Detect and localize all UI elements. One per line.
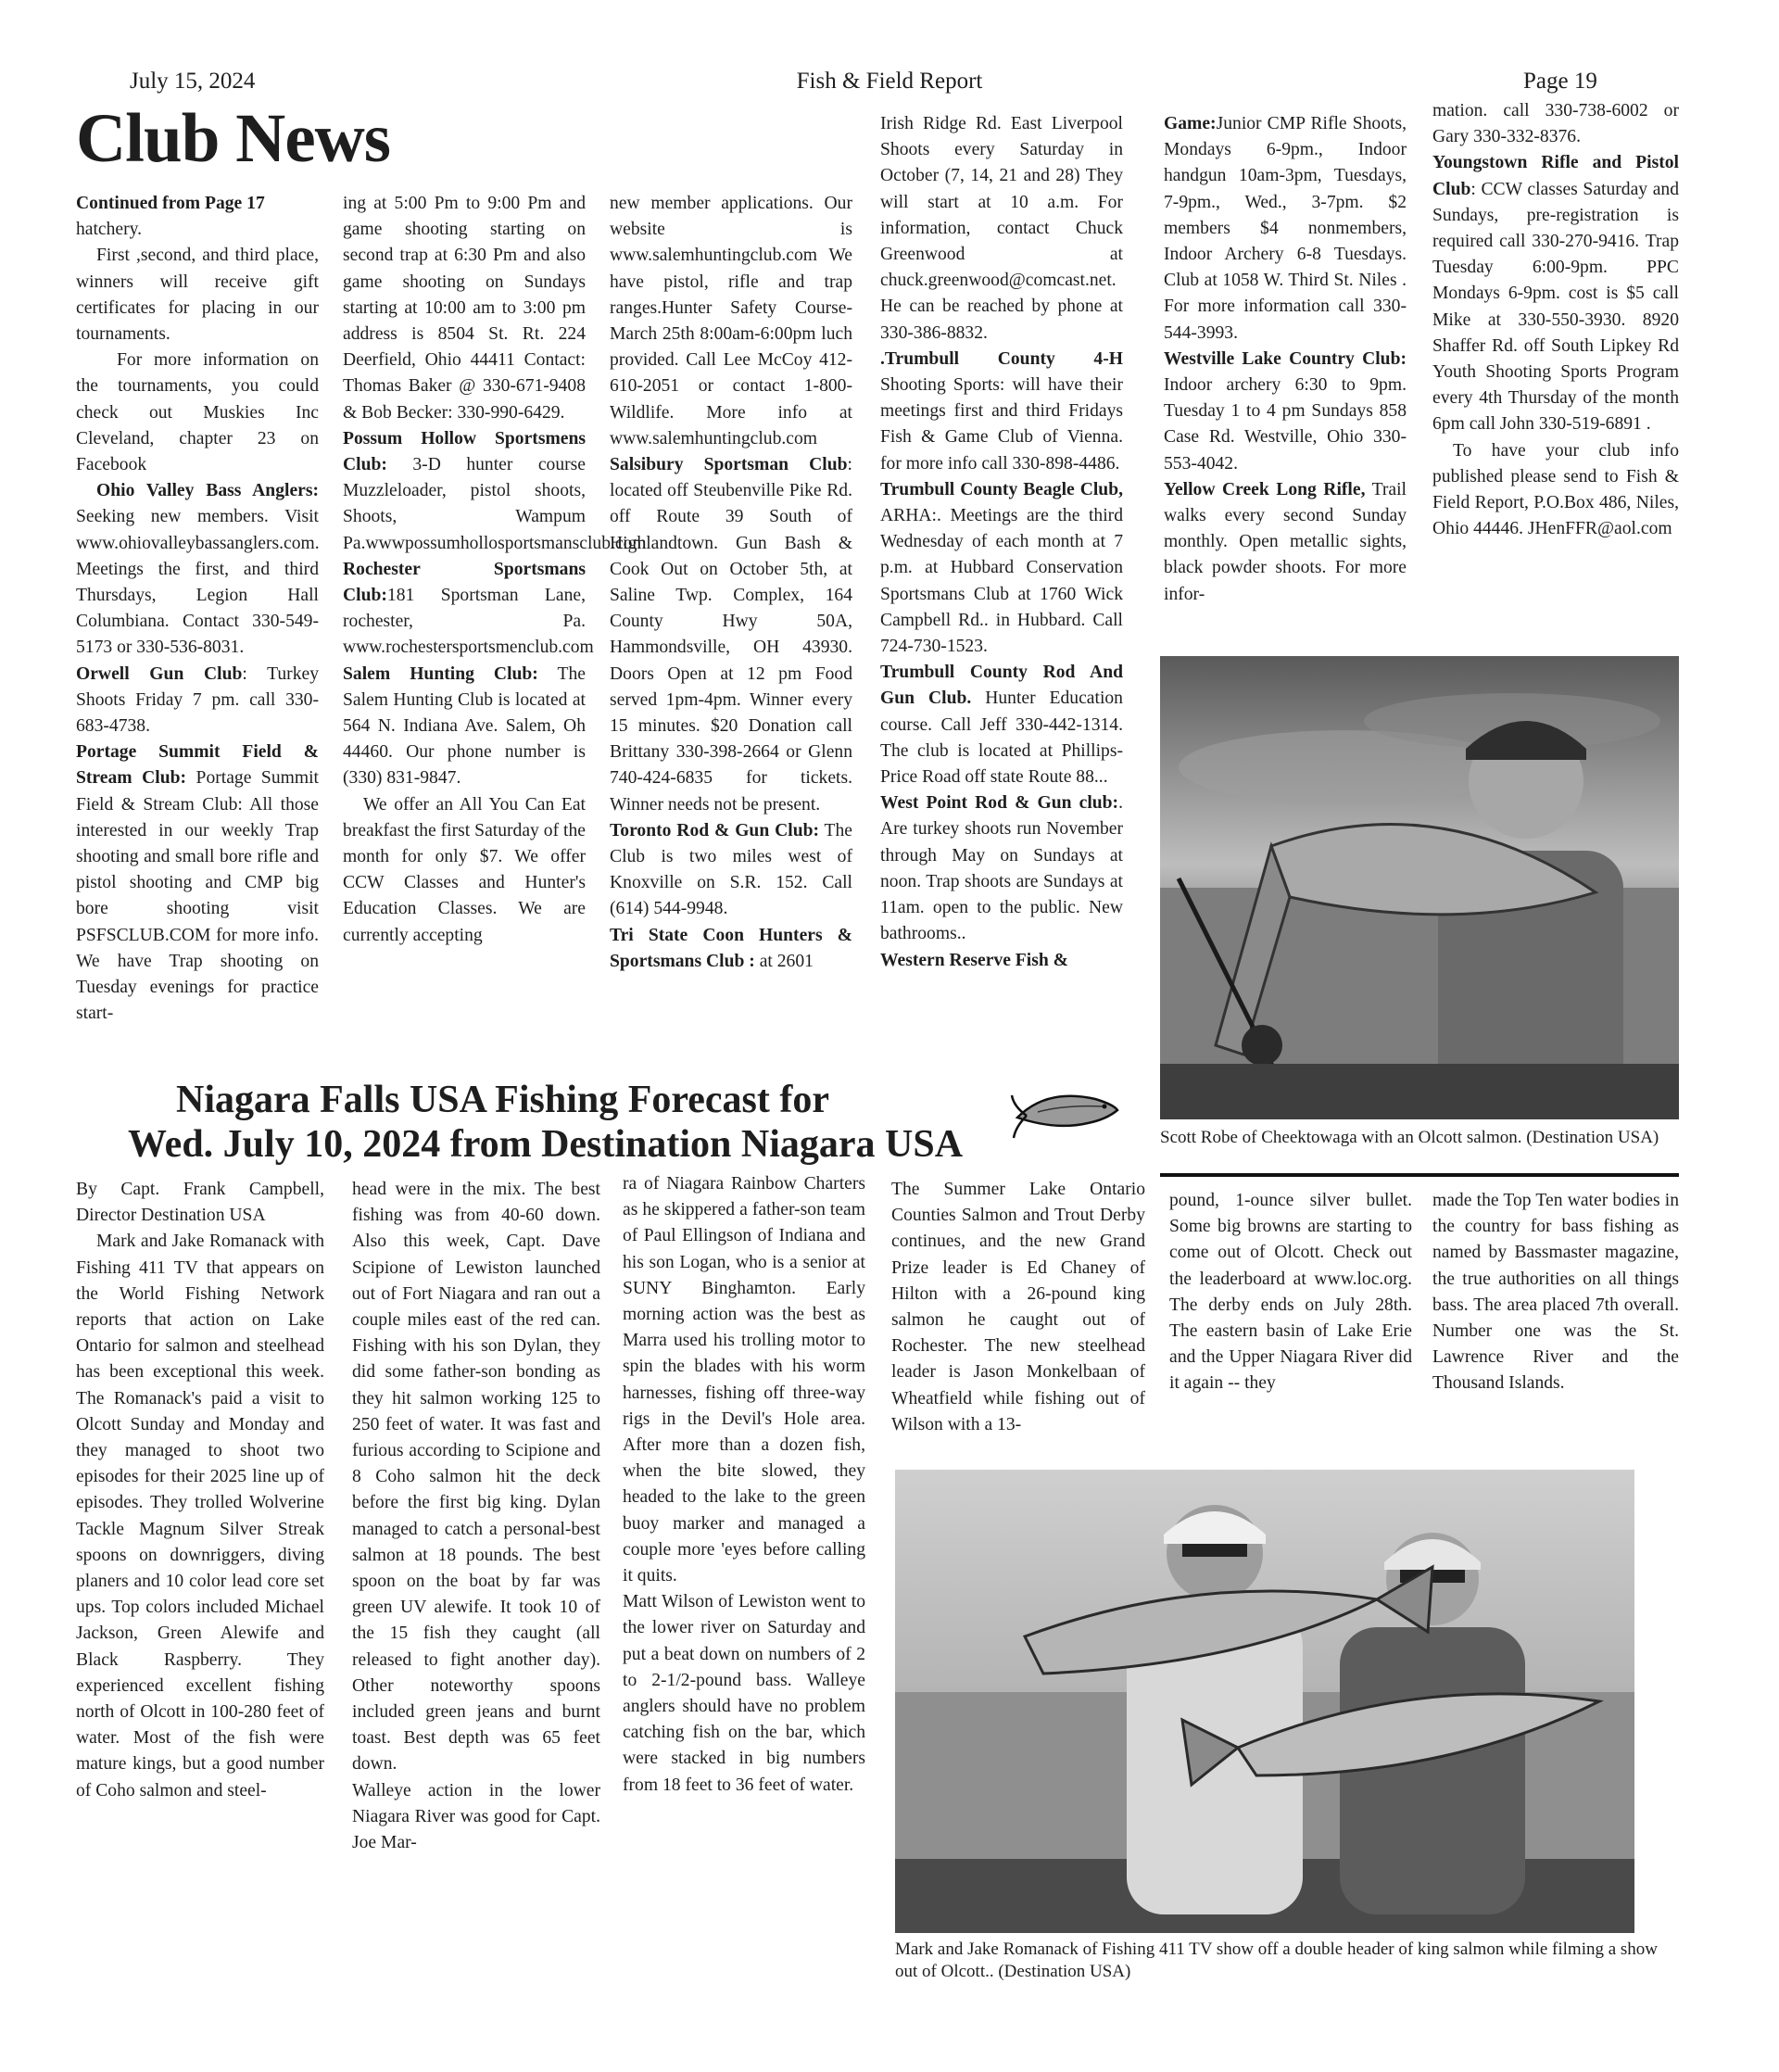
club-name: Toronto Rod & Gun Club:: [610, 820, 820, 840]
section-divider: [1160, 1173, 1679, 1177]
club-news-column-2: [343, 191, 647, 949]
photo-caption: Mark and Jake Romanack of Fishing 411 TV show off a double header of king salmon while filming a show out of Olcott.. (Destination USA): [895, 1939, 1659, 1981]
forecast-headline-line2: Wed. July 10, 2024 from Destination Niagara USA: [128, 1123, 964, 1166]
club-text: . Are turkey shoots run November through May on Sundays at noon. Trap shoots are Sundays at 11am. open to the public. New bathrooms..: [880, 793, 1123, 944]
paragraph: For more information on the tournaments, you could check out Muskies Inc Cleveland, chapter 23 on Facebook: [76, 350, 319, 475]
club-news-column-3: [610, 191, 852, 975]
club-name: Youngstown Rifle and Pistol Club: [1432, 153, 1679, 199]
paragraph: To have your club info published please send to Fish & Field Report, P.O.Box 486, Niles, Ohio 44446. JHenFFR@aol.com: [1432, 440, 1679, 539]
king-salmon-double-header-photo: [895, 1470, 1634, 1933]
paragraph: hatchery.: [76, 220, 143, 240]
club-news-column-1: [76, 191, 319, 1028]
paragraph: The Summer Lake Ontario Counties Salmon and Trout Derby continues, and the new Grand Prize leader is Ed Chaney of Hilton with a 26-pound king salmon he caught out of Rochester. The new steelhead leader is Jason Monkelbaan of Wheatfield while fishing out of Wilson with a 13-: [891, 1180, 1145, 1434]
club-text: Shooting Sports: will have their meetings first and third Fridays Fish & Game Club of Vienna. for more info call 330-898-4486.: [880, 375, 1123, 474]
forecast-column-6: [1432, 1188, 1679, 1397]
paragraph: We offer an All You Can Eat breakfast the first Saturday of the month for only $7. We offer CCW Classes and Hunter's Education Classes. We are currently accepting: [343, 794, 586, 945]
paragraph: Irish Ridge Rd. East Liverpool Shoots every Saturday in October (7, 14, 21 and 28) They will start at 10 a.m. For information, contact Chuck Greenwood at chuck.greenwood@comcast.net. He can be reached by phone at 330-386-8832.: [880, 114, 1123, 343]
paragraph: made the Top Ten water bodies in the country for bass fishing as named by Bassmaster magazine, the true authorities on all things bass. The area placed 7th overall. Number one was the St. Lawrence River and the Thousand Islands.: [1432, 1191, 1679, 1394]
club-text: : CCW classes Saturday and Sundays, pre-registration is required call 330-270-9416. Trap Tuesday 6:00-9pm. PPC Mondays 6-9pm. cost is $5 call Mike at 330-550-3930. 8920 Shaffer Rd. off South Lipkey Rd Youth Shooting Sports Program every 4th Thursday of the month 6pm call John 330-519-6891 .: [1432, 179, 1679, 435]
continued-note: Continued from Page 17: [76, 194, 265, 213]
club-text: : Turkey Shoots Friday 7 pm. call 330-683-4738.: [76, 663, 319, 737]
club-news-column-4: [880, 111, 1123, 974]
club-news-column-6: [1432, 98, 1679, 542]
club-text: Seeking new members. Visit www.ohiovalleybassanglers.com. Meetings the first, and third Thursdays, Legion Hall Columbiana. Contact 330-549-5173 or 330-536-8031.: [76, 507, 320, 658]
club-name: Westville Lake Country Club:: [1164, 348, 1407, 369]
photo-caption: Scott Robe of Cheektowaga with an Olcott salmon. (Destination USA): [1160, 1128, 1659, 1147]
paragraph: mation. call 330-738-6002 or Gary 330-332-8376.: [1432, 101, 1679, 147]
club-text: ARHA:. Meetings are the third Wednesday of each month at 7 p.m. at Hubbard Conservation Sportsmans Club at 1760 Wick Campbell Rd.. in Hubbard. Call 724-730-1523.: [880, 506, 1123, 657]
forecast-column-5: [1169, 1188, 1412, 1397]
king-salmon-illustration: [895, 1470, 1634, 1933]
club-text: Junior CMP Rifle Shoots, Mondays 6-9pm., Indoor handgun 10am-3pm, Tuesdays, 7-9pm., Wed., 3-7pm. $2 members $4 nonmembers, Indoor Archery 6-8 Tuesdays. Club at 1058 W. Third St. Niles . For more information call 330-544-3993.: [1164, 114, 1407, 343]
club-name: Rochester Sportsmans Club:: [343, 559, 586, 606]
club-name: Portage Summit Field & Stream Club:: [76, 742, 319, 789]
club-name: West Point Rod & Gun club:: [880, 793, 1119, 814]
forecast-column-1: [76, 1177, 324, 1804]
club-text: Hunter Education course. Call Jeff 330-442-1314. The club is located at Phillips-Price Road off state Route 88...: [880, 689, 1123, 788]
forecast-column-4: [891, 1177, 1145, 1438]
section-title: Club News: [76, 100, 390, 177]
club-name: Tri State Coon Hunters & Sportsmans Club :: [610, 925, 852, 971]
club-name: Orwell Gun Club: [76, 663, 243, 684]
issue-date: July 15, 2024: [130, 69, 256, 94]
club-text: Indoor archery 6:30 to 9pm. Tuesday 1 to 4 pm Sundays 858 Case Rd. Westville, Ohio 330-553-4042.: [1164, 375, 1407, 474]
club-text: The Club is two miles west of Knoxville on S.R. 152. Call (614) 544-9948.: [610, 820, 852, 919]
club-text: at 2601: [754, 951, 814, 971]
salmon-angler-illustration: [1160, 656, 1679, 1119]
club-name: Ohio Valley Bass Anglers:: [96, 481, 319, 501]
club-text: 3-D hunter course Muzzleloader, pistol shoots, Shoots, Wampum Pa.wwwpossumhollosportsmansclub.com: [343, 455, 647, 553]
forecast-column-3: [623, 1171, 865, 1799]
club-name: Yellow Creek Long Rifle,: [1164, 479, 1366, 499]
club-name: Salsibury Sportsman Club: [610, 455, 848, 475]
club-text: : located off Steubenville Pike Rd. off Route 39 South of Highlandtown. Gun Bash & Cook Out on October 5th, at Saline Twp. Complex, 164 County Hwy 50A, Hammondsville, OH 43930. Doors Open at 12 pm Food served 1pm-4pm. Winner every 15 minutes. $20 Donation call Brittany 330-398-2664 or Glenn 740-424-6835 for tickets. Winner needs not be present.: [610, 455, 852, 815]
paragraph: ra of Niagara Rainbow Charters as he skippered a father-son team of Paul Ellingson of Indiana and his son Logan, who is a senior at SUNY Binghamton. Early morning action was the best as Marra used his trolling motor to spin the blades with his worm harnesses, fishing off three-way rigs in the Devil's Hole area. After more than a dozen fish, when the bite slowed, they headed to the lake to the green buoy marker and managed a couple more 'eyes before calling it quits.: [623, 1174, 865, 1586]
club-news-column-5: [1164, 111, 1407, 608]
club-name: Salem Hunting Club:: [343, 663, 538, 684]
club-name: Trumbull County Beagle Club,: [880, 479, 1123, 499]
paragraph: ing at 5:00 Pm to 9:00 Pm and game shooting starting on second trap at 6:30 Pm and also game shooting on Sundays starting at 10:00 am to 3:00 pm address is 8504 St. Rt. 224 Deerfield, Ohio 44411 Contact: Thomas Baker @ 330-671-9408 & Bob Becker: 330-990-6429.: [343, 194, 586, 423]
club-name: Game:: [1164, 114, 1217, 133]
paragraph: head were in the mix. The best fishing was from 40-60 down. Also this week, Capt. Dave Scipione of Lewiston launched out of Fort Niagara and ran out a couple miles east of the red can. Fishing with his son Dylan, they did some father-son bonding as they hit salmon working 125 to 250 feet of water. It was fast and furious according to Scipione and 8 Coho salmon hit the deck before the first big king. Dylan managed to catch a personal-best salmon at 18 pounds. The best spoon on the boat by far was green UV alewife. It took 10 of the 15 fish they caught (all released to fight another day). Other noteworthy spoons included green jeans and burnt toast. Best depth was 65 feet down.: [352, 1180, 600, 1775]
club-text: Trail walks every second Sunday monthly. Open metallic sights, black powder shoots. For more infor-: [1164, 479, 1407, 604]
club-text: The Salem Hunting Club is located at 564 N. Indiana Ave. Salem, Oh 44460. Our phone number is (330) 831-9847.: [343, 663, 586, 789]
fish-icon: [1010, 1079, 1121, 1143]
forecast-column-2: [352, 1177, 600, 1856]
club-name: Possum Hollow Sportsmens Club:: [343, 428, 586, 475]
paragraph: pound, 1-ounce silver bullet. Some big browns are starting to come out of Olcott. Check out the leaderboard at www.loc.org. The derby ends on July 28th. The eastern basin of Lake Erie and the Upper Niagara River did it again -- they: [1169, 1191, 1412, 1394]
club-text: 181 Sportsman Lane, rochester, Pa. www.rochestersportsmenclub.com: [343, 586, 594, 658]
club-name: Trumbull County Rod And Gun Club.: [880, 663, 1123, 709]
paragraph: Walleye action in the lower Niagara River was good for Capt. Joe Mar-: [352, 1780, 600, 1853]
paragraph: Matt Wilson of Lewiston went to the lower river on Saturday and put a beat down on numbers of 2 to 2-1/2-pound bass. Walleye anglers should have no problem catching fish on the bar, which were stacked in big numbers from 18 feet to 36 feet of water.: [623, 1592, 865, 1795]
page-number: Page 19: [1523, 69, 1597, 94]
paragraph: new member applications. Our website is www.salemhuntingclub.com We have pistol, rifle and trap ranges.Hunter Safety Course-March 25th 8:00am-6:00pm luch provided. Call Lee McCoy 412-610-2051 or contact 1-800-Wildlife. More info at www.salemhuntingclub.com: [610, 194, 852, 449]
club-name: Western Reserve Fish &: [880, 950, 1068, 970]
club-name: .Trumbull County 4-H: [880, 348, 1123, 369]
club-text: Portage Summit Field & Stream Club: All those interested in our weekly Trap shooting and small bore rifle and pistol shooting and CMP big bore shooting visit PSFSCLUB.COM for more info. We have Trap shooting on Tuesday evenings for practice start-: [76, 768, 319, 1024]
byline: By Capt. Frank Campbell, Director Destination USA: [76, 1180, 324, 1226]
salmon-angler-photo: [1160, 656, 1679, 1119]
publication-name: Fish & Field Report: [796, 69, 983, 94]
forecast-headline-line1: Niagara Falls USA Fishing Forecast for: [176, 1079, 830, 1121]
paragraph: First ,second, and third place, winners will receive gift certificates for placing in our tournaments.: [76, 246, 319, 345]
paragraph: Mark and Jake Romanack with Fishing 411 TV that appears on the World Fishing Network reports that action on Lake Ontario for salmon and steelhead has been exceptional this week. The Romanack's paid a visit to Olcott Sunday and Monday and they managed to shoot two episodes for their 2025 line up of episodes. They trolled Wolverine Tackle Magnum Silver Streak spoons on downriggers, diving planers and 10 color lead core set ups. Top colors included Michael Jackson, Green Alewife and Black Raspberry. They experienced excellent fishing north of Olcott in 100-280 feet of water. Most of the fish were mature kings, but a good number of Coho salmon and steel-: [76, 1232, 324, 1800]
